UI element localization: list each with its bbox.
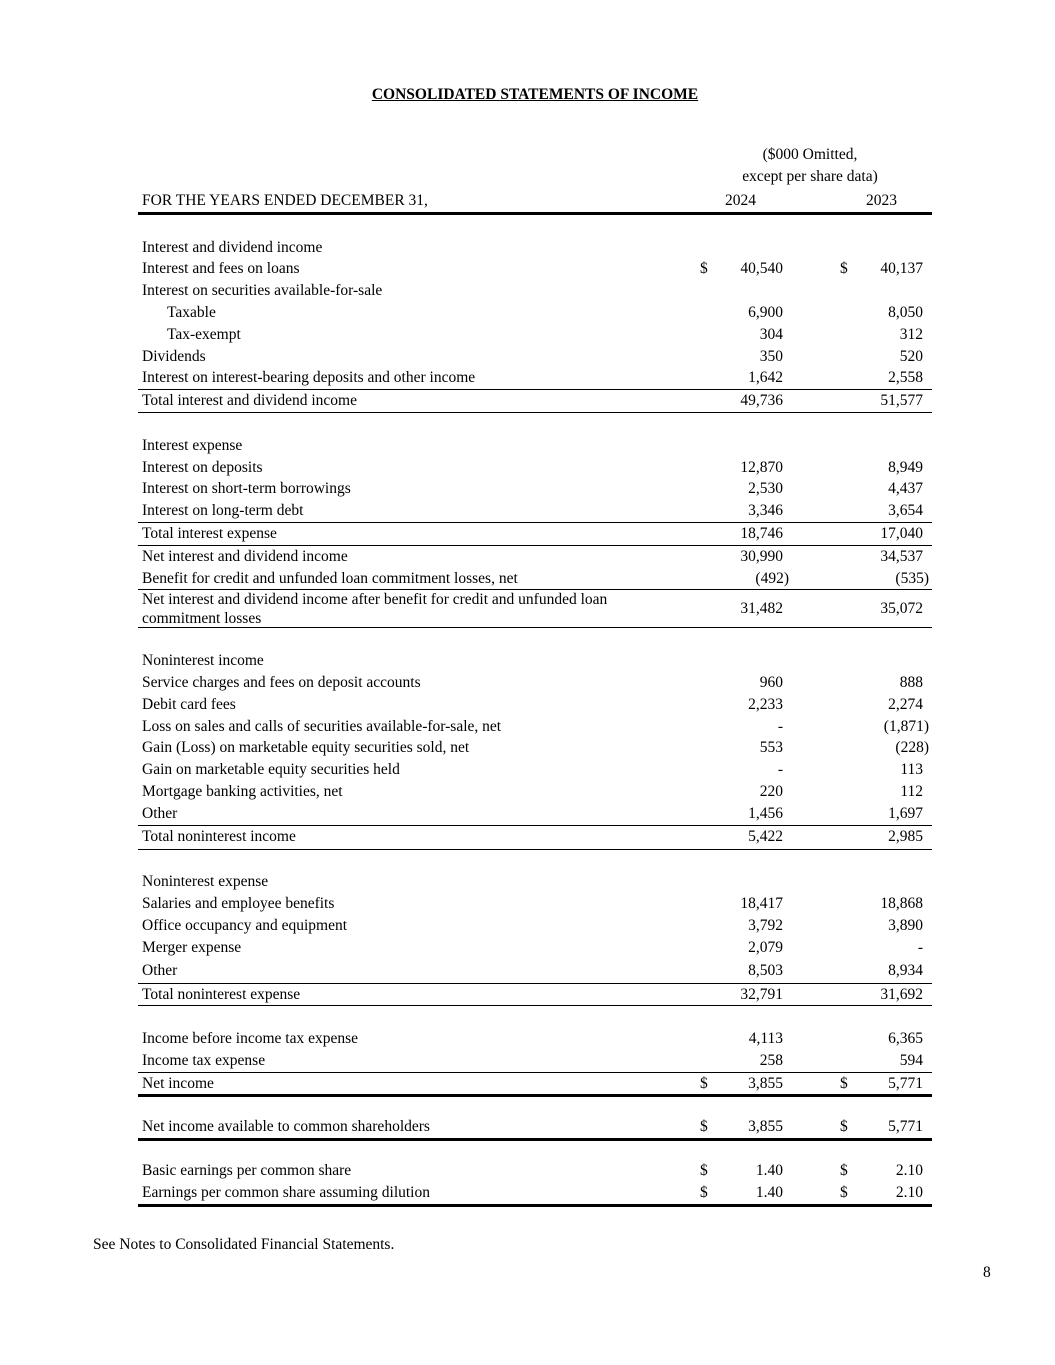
row-label: Noninterest income bbox=[142, 652, 264, 670]
row-label: Interest on deposits bbox=[142, 458, 263, 476]
value-2023: 594 bbox=[899, 1051, 923, 1069]
value-2024: 220 bbox=[759, 782, 783, 800]
dollar-sign: $ bbox=[840, 1162, 848, 1180]
row-label: Net income bbox=[142, 1074, 214, 1092]
row-label: Interest expense bbox=[142, 436, 243, 454]
value-2023: 2.10 bbox=[895, 1184, 923, 1202]
value-2024: 258 bbox=[759, 1051, 783, 1069]
row-label: Interest on long-term debt bbox=[142, 502, 304, 520]
value-2024: 49,736 bbox=[740, 392, 783, 410]
row-label: Tax-exempt bbox=[167, 325, 241, 343]
value-2023: 2,558 bbox=[888, 369, 923, 387]
section-heading bbox=[138, 435, 932, 457]
table-row bbox=[138, 1028, 932, 1050]
row-label: Benefit for credit and unfunded loan commitment losses, net bbox=[142, 569, 518, 587]
omitted-note-line2: except per share data) bbox=[742, 168, 878, 185]
value-2024: 1.40 bbox=[755, 1162, 783, 1180]
value-2023: 312 bbox=[899, 325, 923, 343]
value-2023: 3,654 bbox=[888, 502, 923, 520]
value-2024: 1.40 bbox=[755, 1184, 783, 1202]
total-row bbox=[138, 825, 932, 850]
dollar-sign: $ bbox=[840, 1184, 848, 1202]
value-2023: 31,692 bbox=[880, 985, 923, 1003]
value-2024: 1,456 bbox=[748, 804, 783, 822]
value-2024: 2,233 bbox=[748, 695, 783, 713]
dollar-sign: $ bbox=[840, 1074, 848, 1092]
header-row bbox=[138, 190, 932, 215]
value-2024: - bbox=[777, 761, 783, 779]
table-row bbox=[138, 716, 932, 738]
value-2024: 12,870 bbox=[740, 458, 783, 476]
table-row bbox=[138, 1050, 932, 1072]
value-2023: 18,868 bbox=[880, 895, 923, 913]
value-2023: 51,577 bbox=[880, 392, 923, 410]
value-2023: 2,274 bbox=[888, 695, 923, 713]
table-row bbox=[138, 672, 932, 694]
value-2023: 520 bbox=[899, 347, 923, 365]
value-2023: 35,072 bbox=[880, 600, 923, 618]
row-label: Dividends bbox=[142, 347, 206, 365]
value-2023: 34,537 bbox=[880, 547, 923, 565]
value-2024: 18,417 bbox=[740, 895, 783, 913]
row-label: Loss on sales and calls of securities available-for-sale, net bbox=[142, 717, 502, 735]
table-row bbox=[138, 280, 932, 302]
value-2023: 4,437 bbox=[888, 480, 923, 498]
value-2023: 5,771 bbox=[888, 1074, 923, 1092]
dollar-sign: $ bbox=[840, 1118, 848, 1136]
value-2024: 30,990 bbox=[740, 547, 783, 565]
value-2024: - bbox=[777, 717, 783, 735]
table-row bbox=[138, 737, 932, 759]
row-label: Office occupancy and equipment bbox=[142, 916, 348, 934]
section-heading bbox=[138, 237, 932, 259]
dollar-sign: $ bbox=[700, 1184, 708, 1202]
value-2024: 553 bbox=[759, 739, 783, 757]
value-2024: 2,079 bbox=[748, 938, 783, 956]
value-2023: 2,985 bbox=[888, 827, 923, 845]
value-2023: - bbox=[917, 938, 923, 956]
table-row bbox=[138, 478, 932, 500]
table-row bbox=[138, 457, 932, 479]
value-2023: 3,890 bbox=[888, 916, 923, 934]
value-2023: 8,949 bbox=[888, 458, 923, 476]
value-2023: (535) bbox=[895, 569, 929, 587]
section-heading bbox=[138, 871, 932, 893]
value-2023: 888 bbox=[899, 673, 923, 691]
row-label: Net income available to common shareholders bbox=[142, 1118, 430, 1136]
value-2024: 2,530 bbox=[748, 480, 783, 498]
year-2024-header: 2024 bbox=[725, 192, 756, 209]
row-label: Noninterest expense bbox=[142, 873, 269, 891]
value-2024: 3,855 bbox=[748, 1118, 783, 1136]
table-row bbox=[138, 759, 932, 781]
value-2023: 17,040 bbox=[880, 524, 923, 542]
table-row bbox=[138, 258, 932, 280]
value-2024: 32,791 bbox=[740, 985, 783, 1003]
table-row bbox=[138, 500, 932, 522]
value-2024: 1,642 bbox=[748, 369, 783, 387]
value-2023: (228) bbox=[895, 739, 929, 757]
row-label: Mortgage banking activities, net bbox=[142, 782, 343, 800]
total-row bbox=[138, 522, 932, 546]
year-2023-header: 2023 bbox=[866, 192, 897, 209]
row-label: Basic earnings per common share bbox=[142, 1162, 352, 1180]
value-2023: (1,871) bbox=[883, 717, 929, 735]
value-2024: 40,540 bbox=[740, 260, 783, 278]
row-label: Interest on securities available-for-sale bbox=[142, 282, 383, 300]
row-label: Gain on marketable equity securities held bbox=[142, 761, 400, 779]
value-2023: 112 bbox=[900, 782, 923, 800]
row-label: Other bbox=[142, 804, 178, 822]
row-label: Taxable bbox=[167, 303, 216, 321]
income-statement-table bbox=[138, 190, 932, 1207]
eps-row bbox=[138, 1160, 932, 1182]
value-2024: 3,855 bbox=[748, 1074, 783, 1092]
header-row-label: FOR THE YEARS ENDED DECEMBER 31, bbox=[142, 192, 428, 209]
value-2023: 5,771 bbox=[888, 1118, 923, 1136]
page-number: 8 bbox=[983, 1264, 991, 1281]
table-row bbox=[138, 302, 932, 324]
table-row bbox=[138, 915, 932, 937]
omitted-note-line1: ($000 Omitted, bbox=[762, 146, 858, 163]
row-label: Interest on short-term borrowings bbox=[142, 480, 351, 498]
row-label: Income tax expense bbox=[142, 1051, 266, 1069]
row-label: Interest and dividend income bbox=[142, 238, 323, 256]
value-2023: 6,365 bbox=[888, 1030, 923, 1048]
table-row bbox=[138, 781, 932, 803]
dollar-sign: $ bbox=[840, 260, 848, 278]
table-row bbox=[138, 346, 932, 368]
dollar-sign: $ bbox=[700, 1162, 708, 1180]
row-label: Total noninterest expense bbox=[142, 985, 301, 1003]
row-label: Total interest expense bbox=[142, 524, 277, 542]
value-2024: 3,346 bbox=[748, 502, 783, 520]
row-label: Debit card fees bbox=[142, 695, 236, 713]
row-label: Interest on interest-bearing deposits and other income bbox=[142, 369, 476, 387]
footnote: See Notes to Consolidated Financial Statements. bbox=[93, 1236, 395, 1253]
dollar-sign: $ bbox=[700, 260, 708, 278]
value-2024: 350 bbox=[759, 347, 783, 365]
total-row bbox=[138, 389, 932, 413]
row-label: Salaries and employee benefits bbox=[142, 895, 335, 913]
statement-title: CONSOLIDATED STATEMENTS OF INCOME bbox=[371, 86, 699, 103]
value-2023: 1,697 bbox=[888, 804, 923, 822]
row-label: Total noninterest income bbox=[142, 827, 296, 845]
value-2023: 40,137 bbox=[880, 260, 923, 278]
row-label: Interest and fees on loans bbox=[142, 260, 300, 278]
row-label: Total interest and dividend income bbox=[142, 392, 357, 410]
net-income-available-row bbox=[138, 1116, 932, 1141]
table-row bbox=[138, 893, 932, 915]
table-row bbox=[138, 546, 932, 568]
value-2024: 6,900 bbox=[748, 303, 783, 321]
value-2024: 304 bbox=[759, 325, 783, 343]
value-2024: 5,422 bbox=[748, 827, 783, 845]
value-2023: 2.10 bbox=[895, 1162, 923, 1180]
row-label: Earnings per common share assuming dilution bbox=[142, 1184, 430, 1202]
table-row bbox=[138, 959, 932, 983]
table-row bbox=[138, 694, 932, 716]
value-2024: (492) bbox=[755, 569, 789, 587]
total-row bbox=[138, 589, 932, 628]
row-label: Merger expense bbox=[142, 938, 242, 956]
table-row bbox=[138, 803, 932, 825]
table-row bbox=[138, 937, 932, 959]
value-2024: 4,113 bbox=[748, 1030, 783, 1048]
section-heading bbox=[138, 650, 932, 672]
value-2023: 113 bbox=[900, 761, 923, 779]
value-2024: 18,746 bbox=[740, 524, 783, 542]
value-2024: 8,503 bbox=[748, 961, 783, 979]
row-label: Service charges and fees on deposit accounts bbox=[142, 673, 421, 691]
value-2023: 8,050 bbox=[888, 303, 923, 321]
table-row bbox=[138, 367, 932, 389]
value-2024: 960 bbox=[759, 673, 783, 691]
value-2024: 3,792 bbox=[748, 916, 783, 934]
value-2023: 8,934 bbox=[888, 961, 923, 979]
row-label: Gain (Loss) on marketable equity securities sold, net bbox=[142, 739, 470, 757]
row-label: Other bbox=[142, 961, 178, 979]
row-label: Net interest and dividend income after benefit for credit and unfunded loan commitment losses bbox=[142, 591, 608, 628]
net-income-row bbox=[138, 1072, 932, 1098]
total-row bbox=[138, 983, 932, 1007]
row-label: Net interest and dividend income bbox=[142, 547, 348, 565]
table-row bbox=[138, 324, 932, 346]
row-label: Income before income tax expense bbox=[142, 1030, 359, 1048]
dollar-sign: $ bbox=[700, 1118, 708, 1136]
eps-diluted-row bbox=[138, 1182, 932, 1207]
dollar-sign: $ bbox=[700, 1074, 708, 1092]
table-row bbox=[138, 568, 932, 590]
value-2024: 31,482 bbox=[740, 600, 783, 618]
